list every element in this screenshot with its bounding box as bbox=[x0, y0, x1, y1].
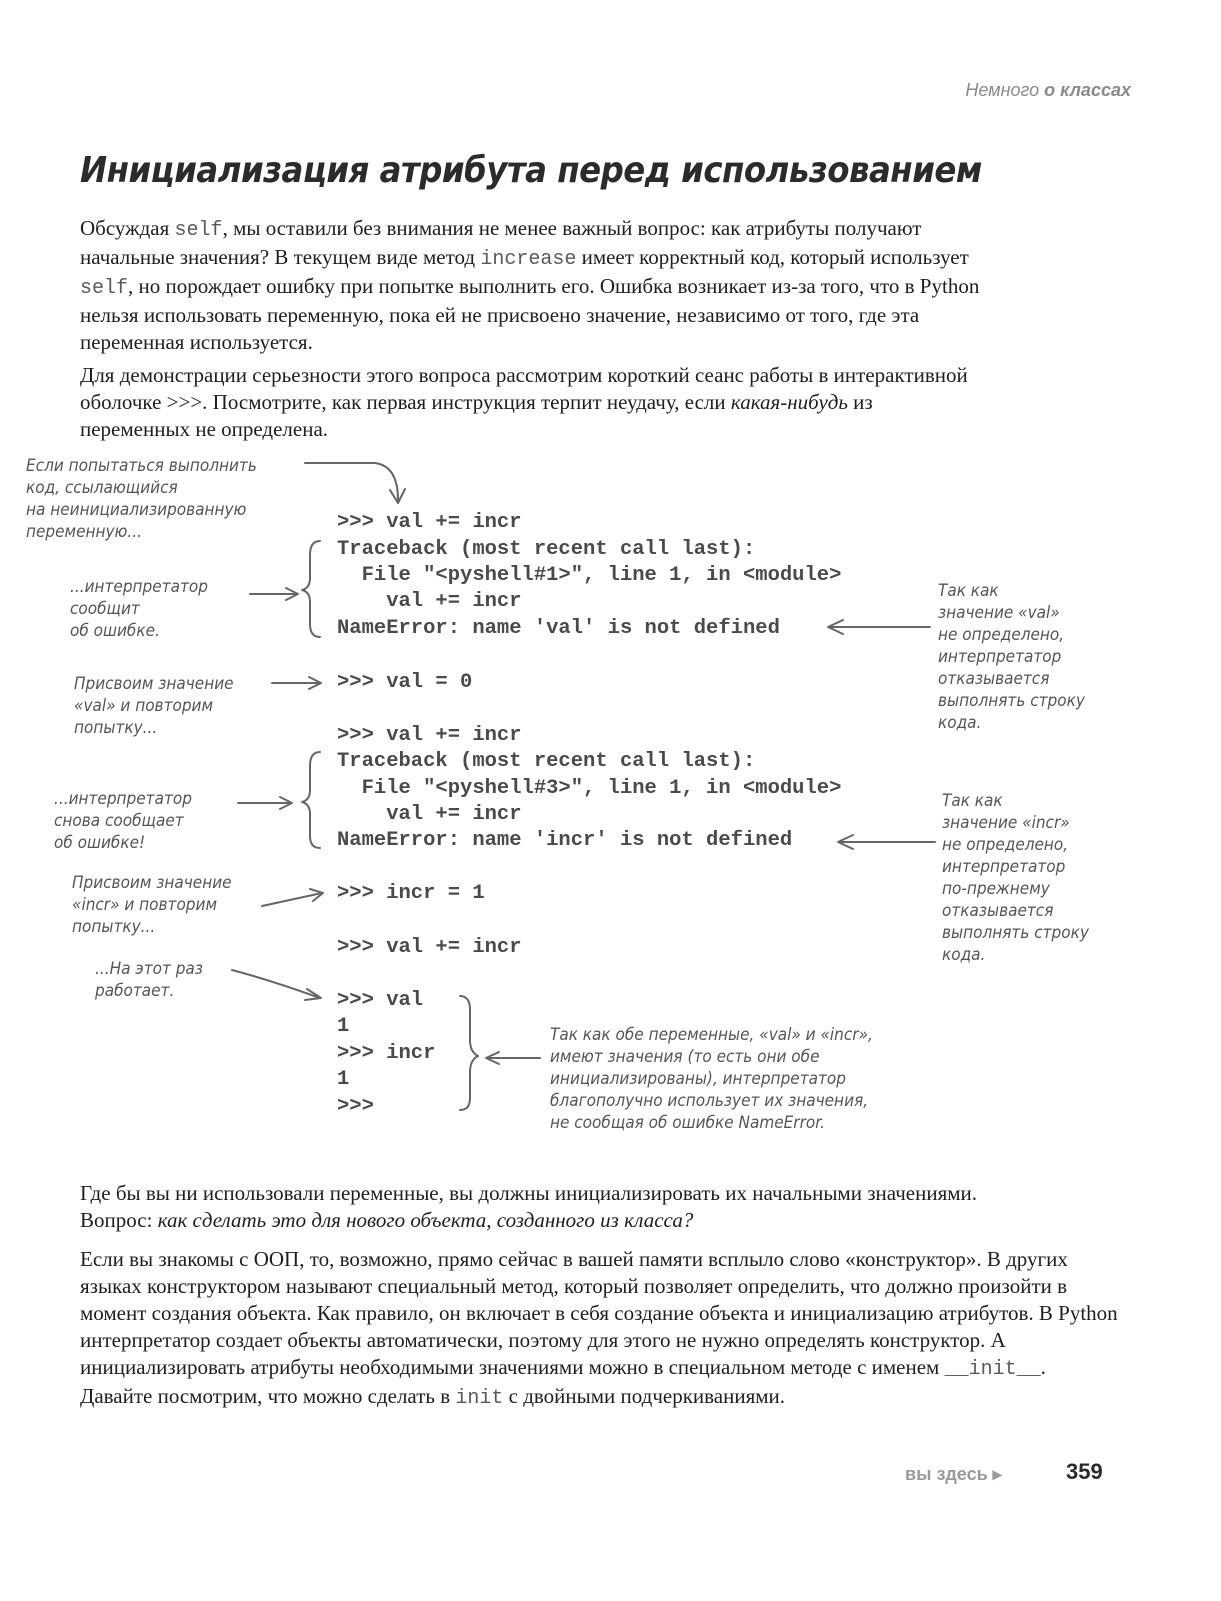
arrow-to-first-line bbox=[305, 463, 398, 500]
arrow-to-incr-assign bbox=[262, 893, 322, 906]
annotation-error-again: ...интерпретатор снова сообщает об ошибке! bbox=[54, 789, 192, 853]
code-line: >>> val += incr bbox=[337, 936, 522, 959]
annotation-uninitialized: Если попытаться выполнить код, ссылающийся на неинициализированную переменную... bbox=[26, 456, 257, 542]
text: из переменных не определена. bbox=[80, 390, 873, 441]
inline-code: init bbox=[455, 1387, 504, 1410]
you-are-here-label: вы здесь ▸ bbox=[905, 1464, 1002, 1484]
text: . Давайте посмотрим, что можно сделать в bbox=[80, 1355, 1046, 1408]
text: Если вы знакомы с ООП, то, возможно, прямо сейчас в вашей памяти всплыло слово «конструктор». В других языках конструктором называют специальный метод, который позволяет определить, что должно произойти в момент создания объекта. Как правило, он включает в себя создание объекта и инициализацию атрибутов. В Python интерпретатор создает объекты автоматически, поэтому для этого не нужно определять конструктор. А инициализировать атрибуты необходимыми значениями можно в специальном методе с именем bbox=[80, 1247, 1118, 1379]
code-line: Traceback (most recent call last): bbox=[337, 538, 756, 561]
code-line: 1 bbox=[337, 1068, 350, 1091]
code-line: val += incr bbox=[337, 803, 522, 826]
inline-code: __init__ bbox=[944, 1358, 1041, 1381]
code-line: File "<pyshell#3>", line 1, in <module> bbox=[337, 777, 842, 800]
text: Для демонстрации серьезности этого вопроса рассмотрим короткий сеанс работы в интерактивной оболочке >>>. Посмотрите, как первая инструкция терпит неудачу, если bbox=[80, 363, 968, 414]
emphasis: какая-нибудь bbox=[730, 390, 848, 414]
brace-output bbox=[460, 996, 478, 1110]
code-line: >>> bbox=[337, 1095, 374, 1118]
code-line: >>> val = 0 bbox=[337, 671, 473, 694]
brace-traceback-1 bbox=[302, 541, 320, 637]
annotation-assign-val: Присвоим значение «val» и повторим попытку... bbox=[74, 674, 234, 738]
page-number: 359 bbox=[1066, 1459, 1103, 1484]
annotation-incr-undefined: Так как значение «incr» не определено, интерпретатор по-прежнему отказывается выполнять строку кода. bbox=[942, 791, 1089, 965]
text: , мы оставили без внимания не менее важный вопрос: как атрибуты получают начальные значения? В текущем виде метод bbox=[80, 216, 922, 269]
code-line: File "<pyshell#1>", line 1, in <module> bbox=[337, 564, 842, 587]
text: имеет корректный код, который использует bbox=[576, 245, 969, 269]
inline-code: self bbox=[174, 219, 223, 242]
arrow-to-val-output bbox=[232, 970, 320, 998]
annotation-works: ...На этот раз работает. bbox=[95, 959, 203, 1001]
code-line: NameError: name 'incr' is not defined bbox=[337, 829, 793, 852]
code-line: >>> val bbox=[337, 989, 424, 1012]
text: с двойными подчеркиваниями. bbox=[503, 1384, 786, 1408]
text: , но порождает ошибку при попытке выполнить его. Ошибка возникает из-за того, что в Python нельзя использовать переменную, пока ей не присвоено значение, независимо от того, где эта переменная используется. bbox=[80, 274, 980, 354]
code-line: >>> val += incr bbox=[337, 724, 522, 747]
code-line: >>> incr = 1 bbox=[337, 882, 485, 905]
code-line: 1 bbox=[337, 1015, 350, 1038]
code-line: Traceback (most recent call last): bbox=[337, 750, 756, 773]
code-line: >>> val += incr bbox=[337, 511, 522, 534]
paragraph-question bbox=[80, 1180, 1020, 1234]
paragraph-constructor bbox=[80, 1246, 1120, 1412]
annotation-assign-incr: Присвоим значение «incr» и повторим попытку... bbox=[72, 873, 232, 937]
annotation-both-initialized: Так как обе переменные, «val» и «incr», имеют значения (то есть они обе инициализированы), интерпретатор благополучно использует их значения, не сообщая об ошибке NameError. bbox=[550, 1025, 873, 1133]
annotation-error-report: ...интерпретатор сообщит об ошибке. bbox=[70, 577, 208, 641]
page-title: Инициализация атрибута перед использованием bbox=[80, 150, 982, 191]
code-line: >>> incr bbox=[337, 1042, 436, 1065]
brace-traceback-2 bbox=[302, 752, 320, 848]
inline-code: increase bbox=[480, 248, 577, 271]
running-header-prefix: Немного bbox=[965, 80, 1045, 100]
text: Где бы вы ни использовали переменные, вы должны инициализировать их начальными значениями. Вопрос: bbox=[80, 1181, 978, 1232]
code-line: NameError: name 'val' is not defined bbox=[337, 617, 780, 640]
code-line: val += incr bbox=[337, 590, 522, 613]
inline-code: self bbox=[80, 277, 129, 300]
annotation-val-undefined: Так как значение «val» не определено, интерпретатор отказывается выполнять строку кода. bbox=[938, 581, 1085, 733]
text: Обсуждая bbox=[80, 216, 175, 240]
emphasis: как сделать это для нового объекта, созданного из класса? bbox=[157, 1208, 694, 1232]
running-header-topic: о классах bbox=[1044, 80, 1131, 100]
